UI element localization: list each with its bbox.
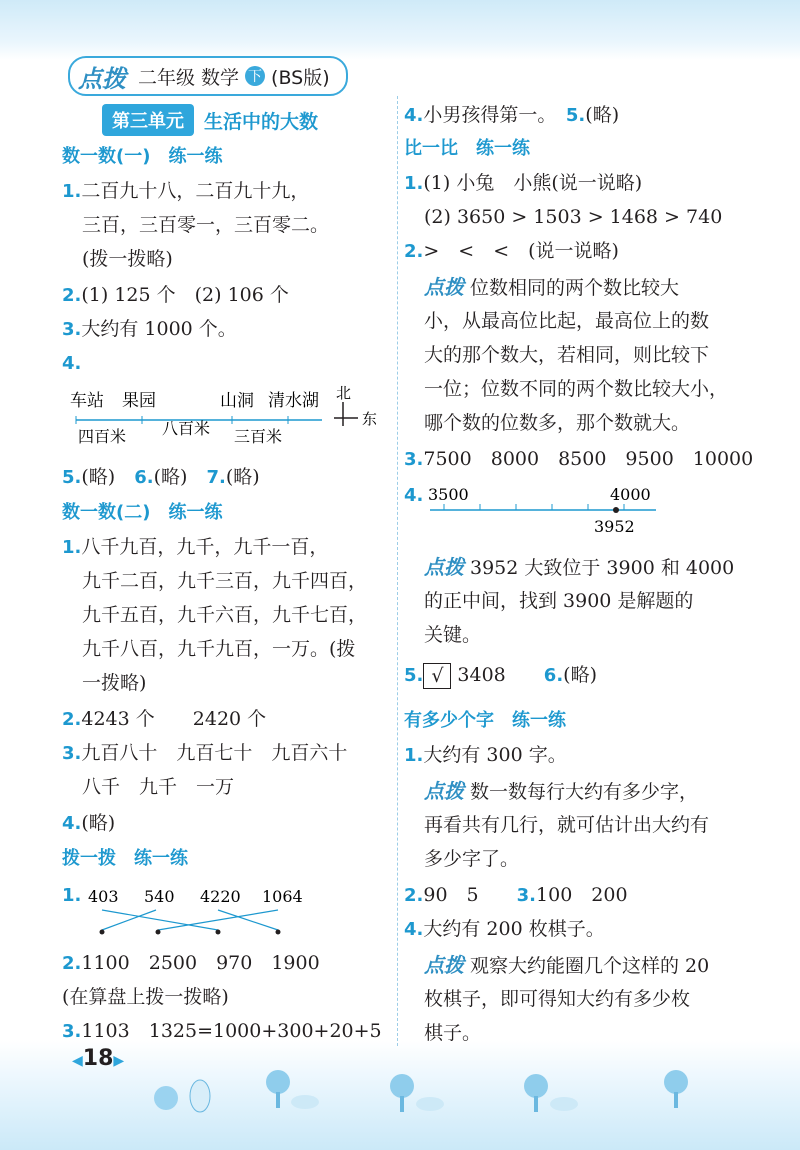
match-line — [218, 910, 278, 930]
tip-text: 数一数每行大约有多少字， — [470, 781, 699, 803]
answer-line: (2) 3650 > 1503 > 1468 > 740 — [424, 206, 723, 228]
top-decoration — [0, 0, 800, 60]
question-number: 6. — [134, 467, 154, 488]
section-title: 有多少个字 练一练 — [404, 710, 566, 731]
right-arrow-icon: ▶ — [113, 1053, 125, 1069]
section-title: 比一比 练一练 — [404, 138, 530, 159]
numline-point — [613, 507, 619, 513]
answer-line — [404, 742, 567, 769]
answer-line — [404, 482, 423, 509]
bunny-icon — [190, 1080, 210, 1112]
question-number: 4. — [62, 813, 82, 834]
tip-text: 位数相同的两个数比较大 — [470, 277, 680, 299]
question-number: 7. — [206, 467, 226, 488]
route-map — [62, 384, 392, 454]
answer-line: 三百，三百零一，三百零二。 — [82, 214, 330, 236]
answer-line — [62, 740, 347, 767]
answer-line — [62, 534, 328, 561]
answer-line — [404, 916, 605, 943]
section-title: 拨一拨 练一练 — [62, 848, 188, 869]
question-number: 1. — [62, 885, 82, 906]
tip-line: 大的那个数大，若相同，则比较下 — [424, 344, 710, 366]
answer-line — [62, 810, 115, 837]
answer-text: 大约有 200 枚棋子。 — [423, 918, 605, 940]
question-number: 5. — [62, 467, 82, 488]
answer-text: 1103 1325=1000+300+20+5 — [81, 1020, 382, 1042]
answer-line: 九千八百，九千九百，一万。(拨 — [82, 638, 356, 660]
answer-line — [62, 350, 81, 377]
tip-label: 点拨 — [424, 275, 464, 299]
tree-icon — [266, 1070, 290, 1108]
answer-text: (1) 125 个 (2) 106 个 — [81, 284, 289, 306]
answer-text: (略) — [153, 466, 188, 488]
question-number: 1. — [62, 181, 82, 202]
compass-north: 北 — [336, 384, 352, 402]
answer-line — [62, 882, 81, 909]
question-number: 1. — [404, 745, 424, 766]
answer-line: (拨一拨略) — [82, 248, 173, 270]
answer-line: (在算盘上拨一拨略) — [62, 986, 229, 1008]
tip-line — [424, 554, 734, 581]
tree-icon — [524, 1074, 548, 1112]
tip-line: 多少字了。 — [424, 848, 520, 870]
answer-line — [404, 882, 628, 909]
map-label-lake: 清水湖 — [268, 391, 319, 411]
tip-line: 小，从最高位比起，最高位上的数 — [424, 310, 710, 332]
page-number — [72, 1046, 124, 1071]
section-title: 数一数(一) 练一练 — [62, 146, 223, 167]
answer-line — [62, 950, 320, 977]
tip-text: 观察大约能圈几个这样的 20 — [470, 955, 710, 977]
question-number: 4. — [62, 353, 82, 374]
answer-text: (略) — [81, 466, 116, 488]
answer-text: 二百九十八，二百九十九， — [81, 180, 310, 202]
tip-line: 关键。 — [424, 624, 482, 646]
answer-text: (略) — [563, 664, 597, 686]
numline-right-label: 4000 — [610, 485, 651, 504]
bush-icon — [291, 1095, 319, 1109]
number-line — [424, 482, 664, 542]
matching-diagram — [82, 882, 342, 942]
tip-line: 一位；位数不同的两个数比较大小， — [424, 378, 729, 400]
book-header — [68, 56, 348, 96]
tip-label: 点拨 — [424, 779, 464, 803]
unit-name: 生活中的大数 — [204, 110, 319, 133]
tip-line: 棋子。 — [424, 1022, 482, 1044]
answer-line — [62, 282, 289, 309]
tip-text: 3952 大致位于 3900 和 4000 — [470, 557, 735, 579]
map-dist-1: 四百米 — [78, 427, 127, 446]
question-number: 1. — [404, 173, 424, 194]
answer-line — [62, 316, 237, 343]
column-divider — [397, 96, 398, 1046]
answer-line — [62, 706, 266, 733]
answer-line: 八千 九千 一万 — [82, 776, 235, 798]
answer-text: 大约有 300 字。 — [423, 744, 567, 766]
answer-text: 九百八十 九百七十 九百六十 — [81, 742, 348, 764]
answer-text: (略) — [225, 466, 260, 488]
bush-icon — [416, 1097, 444, 1111]
numline-point-label: 3952 — [594, 517, 635, 536]
tip-line — [424, 952, 709, 979]
question-number: 2. — [62, 953, 82, 974]
tip-line: 枚棋子，即可得知大约有多少枚 — [424, 988, 691, 1010]
tip-line: 哪个数的位数多，那个数就大。 — [424, 412, 691, 434]
answer-text: 小男孩得第一。 — [423, 104, 547, 126]
volume-badge: 下 — [245, 66, 265, 86]
answer-text: (略) — [81, 812, 116, 834]
match-line — [158, 910, 278, 930]
question-number: 2. — [62, 709, 82, 730]
answer-line: 一拨略) — [82, 672, 147, 694]
tip-line — [424, 778, 698, 805]
answer-line — [62, 464, 260, 491]
tip-label: 点拨 — [424, 555, 464, 579]
match-line — [102, 910, 156, 930]
answer-text: 90 5 — [423, 884, 479, 906]
tree-icon — [390, 1074, 414, 1112]
numline-ticks — [444, 504, 624, 510]
question-number: 2. — [404, 885, 424, 906]
unit-badge: 第三单元 — [102, 104, 194, 136]
answer-text: 7500 8000 8500 9500 10000 — [423, 448, 754, 470]
page-number-text: 18 — [82, 1046, 114, 1071]
question-number: 4. — [404, 105, 424, 126]
answer-text: 3408 — [457, 664, 506, 686]
map-label-station: 车站 — [70, 391, 104, 411]
question-number: 4. — [404, 919, 424, 940]
edition-label: (BS版) — [271, 66, 330, 89]
answer-line — [404, 170, 642, 197]
left-arrow-icon: ◀ — [72, 1053, 83, 1069]
tip-line: 的正中间，找到 3900 是解题的 — [424, 590, 694, 612]
answer-text: 100 200 — [536, 884, 628, 906]
answer-line — [404, 238, 619, 265]
match-dot — [216, 930, 221, 935]
compass-east: 东 — [362, 410, 378, 428]
map-label-cave: 山洞 — [220, 391, 254, 411]
answer-text: 八千九百，九千，九千一百， — [81, 536, 329, 558]
cartoon-animal-icon — [154, 1086, 178, 1110]
answer-line: 九千二百，九千三百，九千四百， — [82, 570, 368, 592]
tip-line — [424, 274, 679, 301]
answer-line — [404, 446, 753, 473]
tip-label: 点拨 — [424, 953, 464, 977]
question-number: 4. — [404, 485, 424, 506]
question-number: 2. — [62, 285, 82, 306]
question-number: 6. — [543, 665, 564, 686]
tree-icon — [664, 1070, 688, 1108]
section-title: 数一数(二) 练一练 — [62, 502, 223, 523]
question-number: 3. — [62, 1021, 82, 1042]
checkmark-box: √ — [423, 663, 451, 689]
match-dot — [100, 930, 105, 935]
answer-line — [404, 102, 619, 129]
question-number: 3. — [62, 319, 82, 340]
match-dot — [156, 930, 161, 935]
question-number: 2. — [404, 241, 424, 262]
question-number: 3. — [62, 743, 82, 764]
map-label-orchard: 果园 — [122, 391, 156, 411]
question-number: 3. — [404, 449, 424, 470]
answer-line — [62, 178, 309, 205]
numline-left-label: 3500 — [428, 485, 469, 504]
grade-subject: 二年级 数学 — [138, 66, 240, 89]
question-number: 5. — [404, 665, 424, 686]
match-line — [102, 910, 218, 930]
matching-value: 403 — [88, 887, 119, 906]
unit-title — [102, 104, 318, 136]
question-number: 5. — [565, 105, 586, 126]
matching-value: 540 — [144, 887, 175, 906]
map-dist-3: 三百米 — [234, 427, 283, 446]
match-dot — [276, 930, 281, 935]
question-number: 1. — [62, 537, 82, 558]
matching-value: 1064 — [262, 887, 303, 906]
brand-logo: 点拨 — [78, 63, 126, 93]
answer-line: 九千五百，九千六百，九千七百， — [82, 604, 368, 626]
bush-icon — [550, 1097, 578, 1111]
answer-text: 1100 2500 970 1900 — [81, 952, 320, 974]
answer-text: (1) 小兔 小熊(说一说略) — [423, 172, 643, 194]
answer-line — [62, 1018, 382, 1045]
footer-illustration — [140, 1060, 700, 1120]
tip-line: 再看共有几行，就可估计出大约有 — [424, 814, 710, 836]
answer-text: 4243 个 2420 个 — [81, 708, 267, 730]
answer-text: 大约有 1000 个。 — [81, 318, 237, 340]
answer-text: (略) — [585, 104, 620, 126]
answer-text: > < < (说一说略) — [423, 240, 619, 262]
matching-value: 4220 — [200, 887, 241, 906]
map-dist-2: 八百米 — [162, 419, 211, 438]
question-number: 3. — [516, 885, 537, 906]
answer-line — [404, 662, 597, 689]
